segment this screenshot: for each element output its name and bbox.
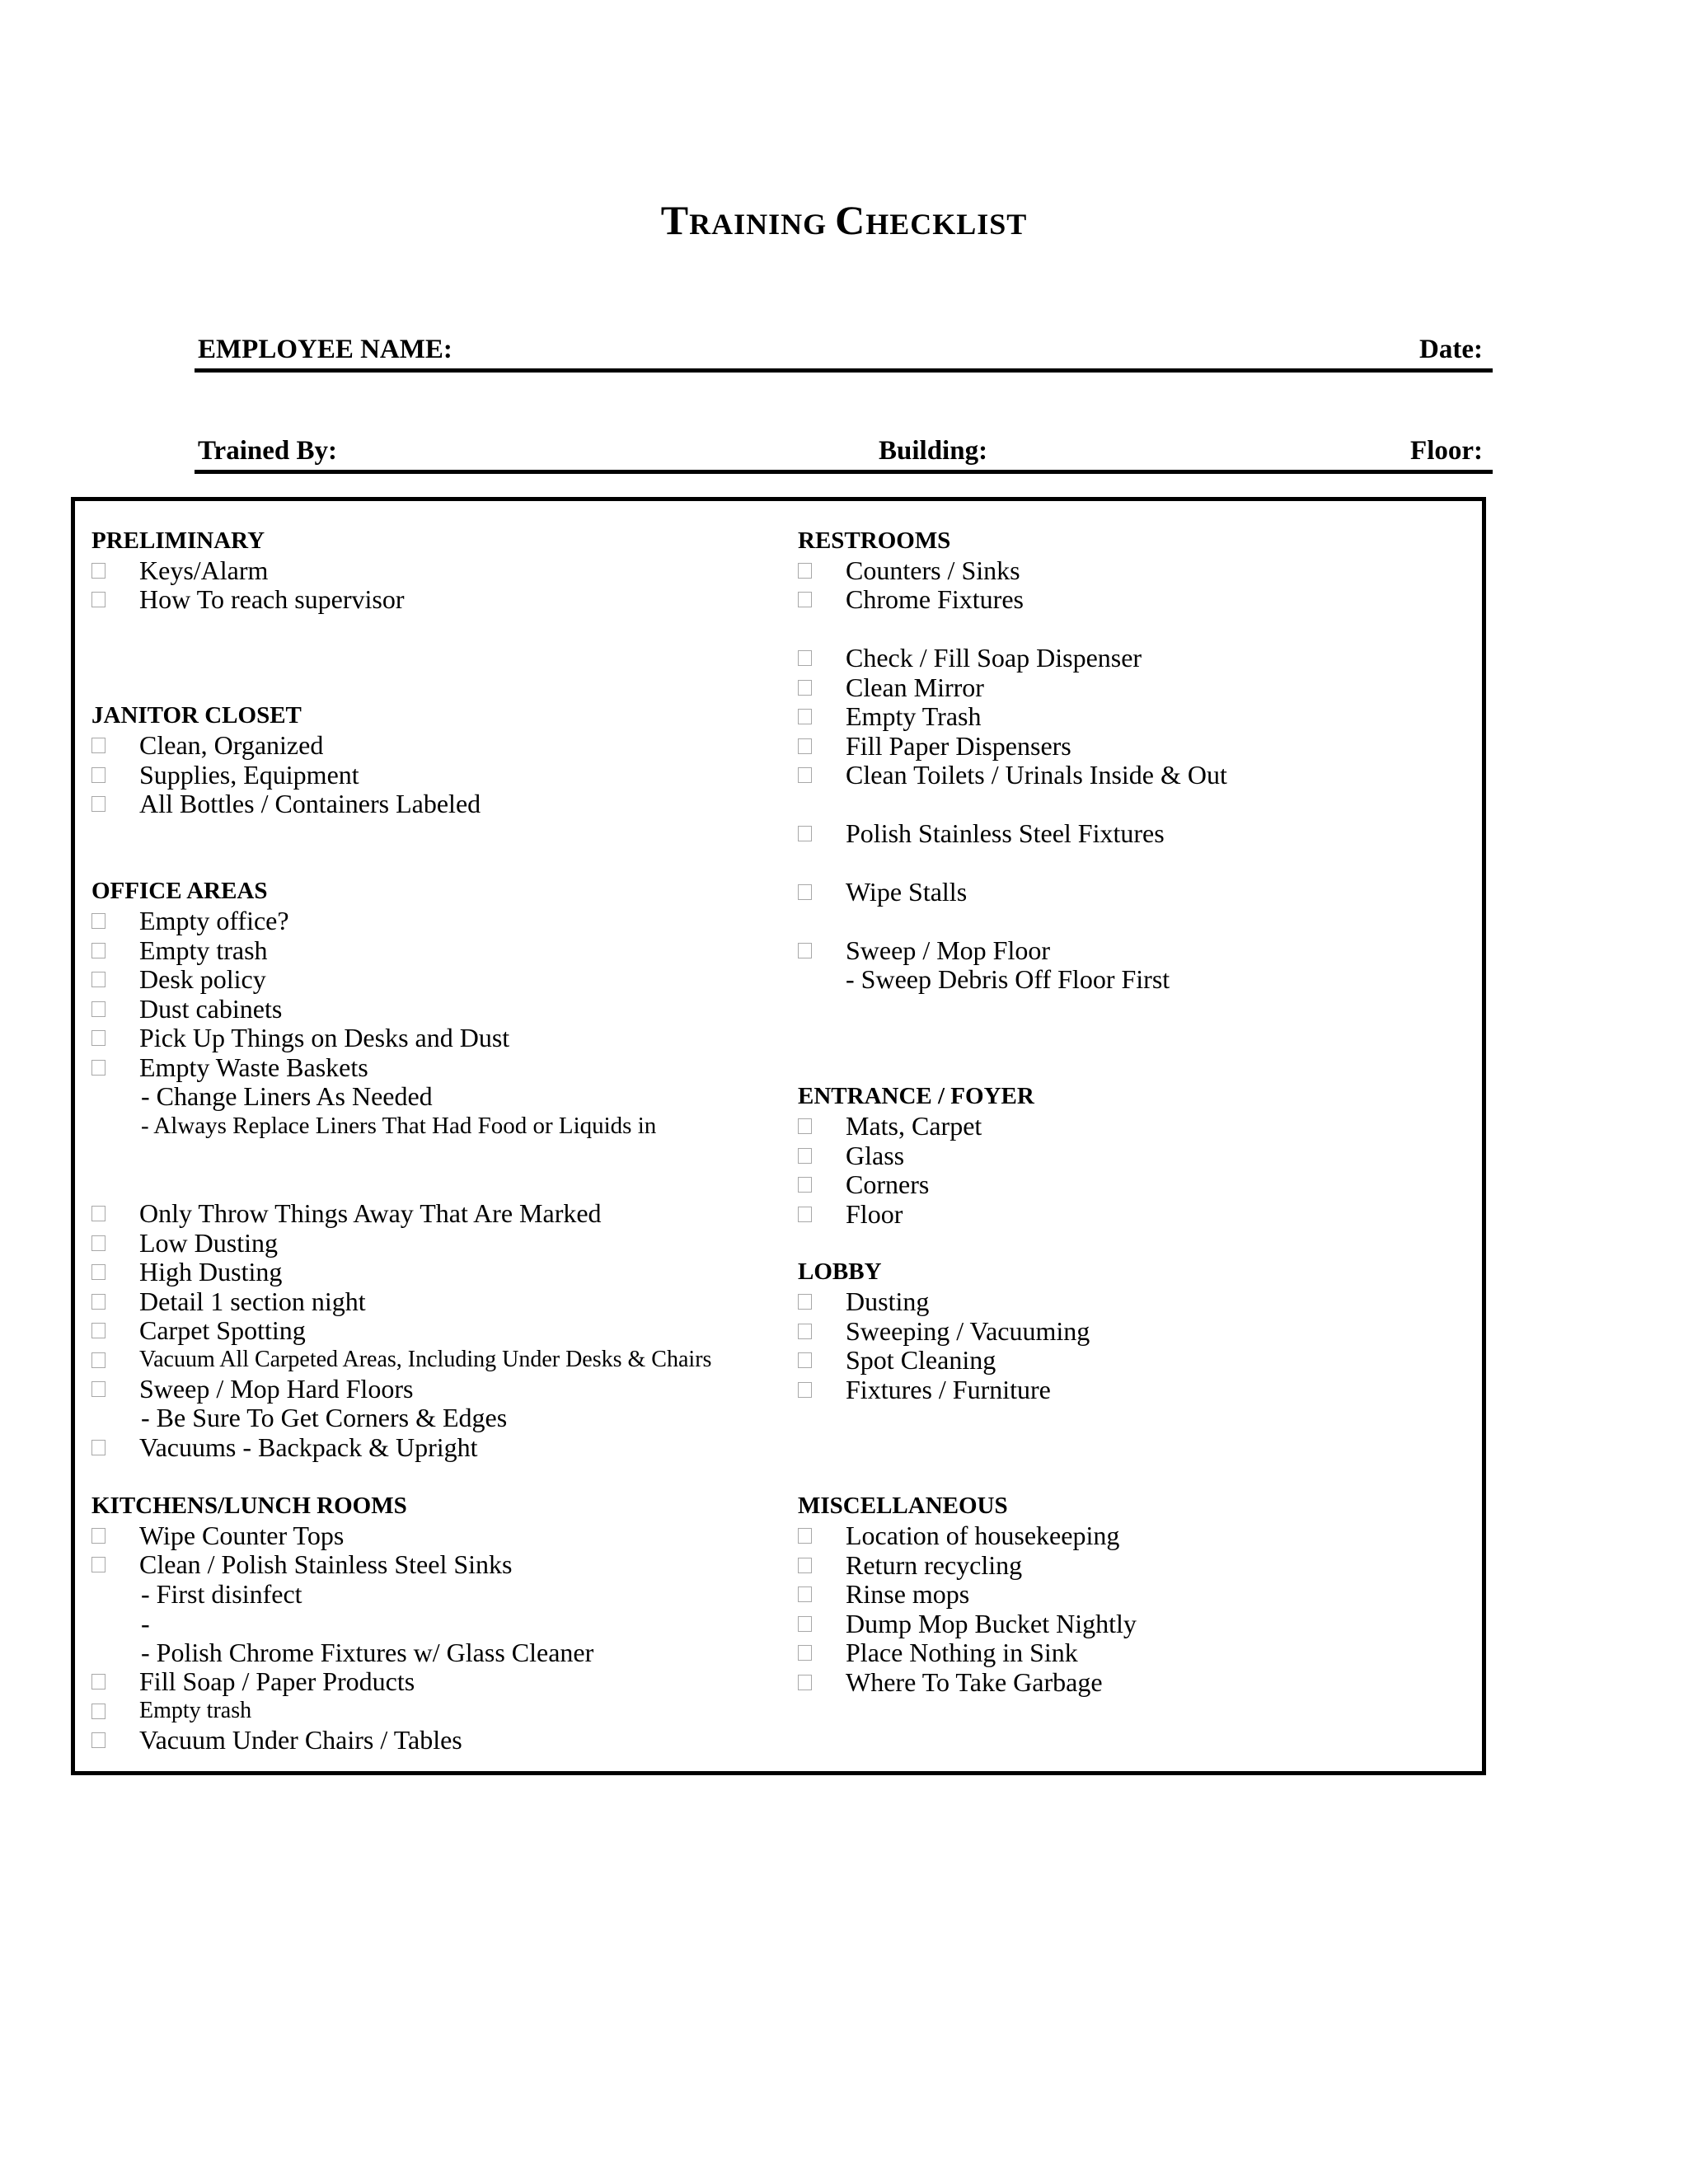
checklist-item-label: Location of housekeeping [846,1521,1120,1550]
checkbox[interactable] [91,563,106,579]
checkbox[interactable] [91,592,106,607]
checkbox[interactable] [91,796,106,812]
checklist-item-label: Mats, Carpet [846,1111,982,1141]
checklist-subnote: - First disinfect [141,1579,302,1609]
checkbox[interactable] [91,1704,106,1719]
checkbox[interactable] [798,826,812,841]
checklist-item-label: Detail 1 section night [139,1286,366,1316]
checkbox[interactable] [91,1557,106,1572]
checklist-item-label: Empty Trash [846,701,982,731]
section-title-miscellaneous: MISCELLANEOUS [798,1493,1008,1519]
checkbox[interactable] [798,592,812,607]
building-label: Building: [879,436,988,466]
checklist-item-label: Chrome Fixtures [846,584,1024,614]
checkbox[interactable] [798,680,812,696]
checklist-item-label: Clean, Organized [139,730,324,760]
checklist-item-label: Pick Up Things on Desks and Dust [139,1023,510,1052]
checkbox[interactable] [798,1294,812,1310]
checklist-item-label: Low Dusting [139,1227,278,1258]
checkbox[interactable] [798,943,812,958]
page-title [0,196,1688,244]
checklist-item-label: Vacuum Under Chairs / Tables [139,1725,462,1755]
checklist-item-label: Empty Waste Baskets [139,1052,368,1082]
checklist-item-label: Dust cabinets [139,993,283,1024]
checkbox[interactable] [91,943,106,958]
section-title-janitor-closet: JANITOR CLOSET [91,702,302,729]
checklist-item-label: Sweep / Mop Hard Floors [139,1374,414,1404]
checkbox[interactable] [798,1558,812,1573]
checkbox[interactable] [798,1177,812,1193]
checkbox[interactable] [798,738,812,754]
checklist-box [71,497,1486,1775]
checklist-item-label: Empty office? [139,906,289,935]
checkbox[interactable] [91,1732,106,1748]
checkbox[interactable] [798,709,812,724]
trained-by-label: Trained By: [198,436,337,466]
checkbox[interactable] [798,1324,812,1339]
checklist-subnote: - Polish Chrome Fixtures w/ Glass Cleaner [141,1638,594,1667]
trainer-building-floor-field[interactable] [195,420,1493,474]
checkbox[interactable] [798,1616,812,1632]
checklist-item-label: Clean Toilets / Urinals Inside & Out [846,760,1227,790]
checklist-item-label: Fill Soap / Paper Products [139,1666,415,1696]
checklist-item-label: Fixtures / Furniture [846,1374,1051,1404]
checkbox[interactable] [91,1528,106,1544]
checklist-item-label: Vacuum All Carpeted Areas, Including Under Desks & Chairs [139,1346,712,1372]
checkbox[interactable] [798,1352,812,1368]
checklist-item-label: Sweep / Mop Floor [846,935,1050,965]
checkbox[interactable] [798,650,812,666]
checkbox[interactable] [798,1645,812,1661]
checkbox[interactable] [798,884,812,900]
checklist-item-label: Fill Paper Dispensers [846,730,1071,761]
checklist-item-label: Spot Cleaning [846,1345,996,1375]
checklist-item-label: Rinse mops [846,1579,970,1609]
checkbox[interactable] [91,1060,106,1076]
checklist-item-label: Clean Mirror [846,672,984,702]
checklist-subnote: - [141,1608,150,1638]
checkbox[interactable] [91,1001,106,1017]
checkbox[interactable] [91,1206,106,1221]
checkbox[interactable] [91,913,106,929]
checkbox[interactable] [91,1030,106,1046]
checkbox[interactable] [91,767,106,783]
checklist-subnote: - Sweep Debris Off Floor First [846,964,1170,994]
checklist-item-label: Carpet Spotting [139,1315,306,1345]
checklist-item-label: Dump Mop Bucket Nightly [846,1608,1137,1638]
checklist-item-label: High Dusting [139,1257,283,1286]
checklist-subnote: - Change Liners As Needed [141,1081,433,1111]
checklist-item-label: Desk policy [139,964,266,994]
section-title-restrooms: RESTROOMS [798,527,951,554]
checkbox[interactable] [91,1323,106,1338]
checklist-item-label: Vacuums - Backpack & Upright [139,1432,478,1462]
employee-name-label: EMPLOYEE NAME: [198,335,452,364]
checklist-item-label: Glass [846,1140,905,1170]
section-title-entrance: ENTRANCE / FOYER [798,1083,1034,1109]
section-title-preliminary: PRELIMINARY [91,527,265,554]
checkbox[interactable] [798,1586,812,1602]
checkbox[interactable] [91,1294,106,1310]
checklist-item-label: Empty trash [139,1697,252,1723]
checkbox[interactable] [91,1440,106,1455]
checkbox[interactable] [91,1264,106,1280]
checklist-item-label: All Bottles / Containers Labeled [139,789,481,818]
checkbox[interactable] [798,1207,812,1222]
checklist-item-label: Where To Take Garbage [846,1666,1103,1697]
checkbox[interactable] [798,767,812,783]
checklist-item-label: Keys/Alarm [139,555,269,585]
checkbox[interactable] [91,1674,106,1690]
section-title-kitchens: KITCHENS/LUNCH ROOMS [91,1493,407,1519]
checklist-item-label: Check / Fill Soap Dispenser [846,643,1142,673]
checkbox[interactable] [798,1118,812,1134]
checklist-item-label: How To reach supervisor [139,584,405,614]
checkbox[interactable] [91,1235,106,1251]
section-title-lobby: LOBBY [798,1258,882,1285]
checklist-item-label: Supplies, Equipment [139,759,359,790]
checklist-item-label: Only Throw Things Away That Are Marked [139,1198,602,1228]
checklist-subnote: - Be Sure To Get Corners & Edges [141,1403,508,1432]
checkbox[interactable] [798,1675,812,1690]
checkbox[interactable] [91,972,106,987]
employee-name-field[interactable] [195,319,1493,373]
checkbox[interactable] [91,1381,106,1397]
checklist-item-label: Polish Stainless Steel Fixtures [846,818,1165,848]
checklist-item-label: Clean / Polish Stainless Steel Sinks [139,1549,513,1579]
title-text: RAINING [689,208,836,241]
title-text: HECKLIST [865,208,1028,241]
checklist-item-label: Sweeping / Vacuuming [846,1315,1090,1346]
checklist-item-label: Place Nothing in Sink [846,1638,1078,1667]
checklist-item-label: Return recycling [846,1549,1023,1580]
checklist-item-label: Wipe Stalls [846,877,968,907]
checklist-item-label: Counters / Sinks [846,555,1020,585]
title-initial: T [660,197,690,243]
checklist-item-label: Floor [846,1198,903,1229]
checkbox[interactable] [91,1352,106,1368]
title-initial: C [835,197,866,243]
date-label: Date: [1419,335,1483,364]
section-title-office-areas: OFFICE AREAS [91,878,268,904]
checklist-item-label: Empty trash [139,935,268,965]
checkbox[interactable] [798,1148,812,1164]
checkbox[interactable] [798,563,812,579]
checklist-subnote: - Always Replace Liners That Had Food or Liquids in [141,1113,657,1139]
checkbox[interactable] [798,1382,812,1398]
checklist-item-label: Wipe Counter Tops [139,1521,345,1550]
checklist-item-label: Corners [846,1169,930,1199]
checkbox[interactable] [91,738,106,753]
checklist-item-label: Dusting [846,1286,930,1316]
floor-label: Floor: [1410,436,1483,466]
checkbox[interactable] [798,1528,812,1544]
